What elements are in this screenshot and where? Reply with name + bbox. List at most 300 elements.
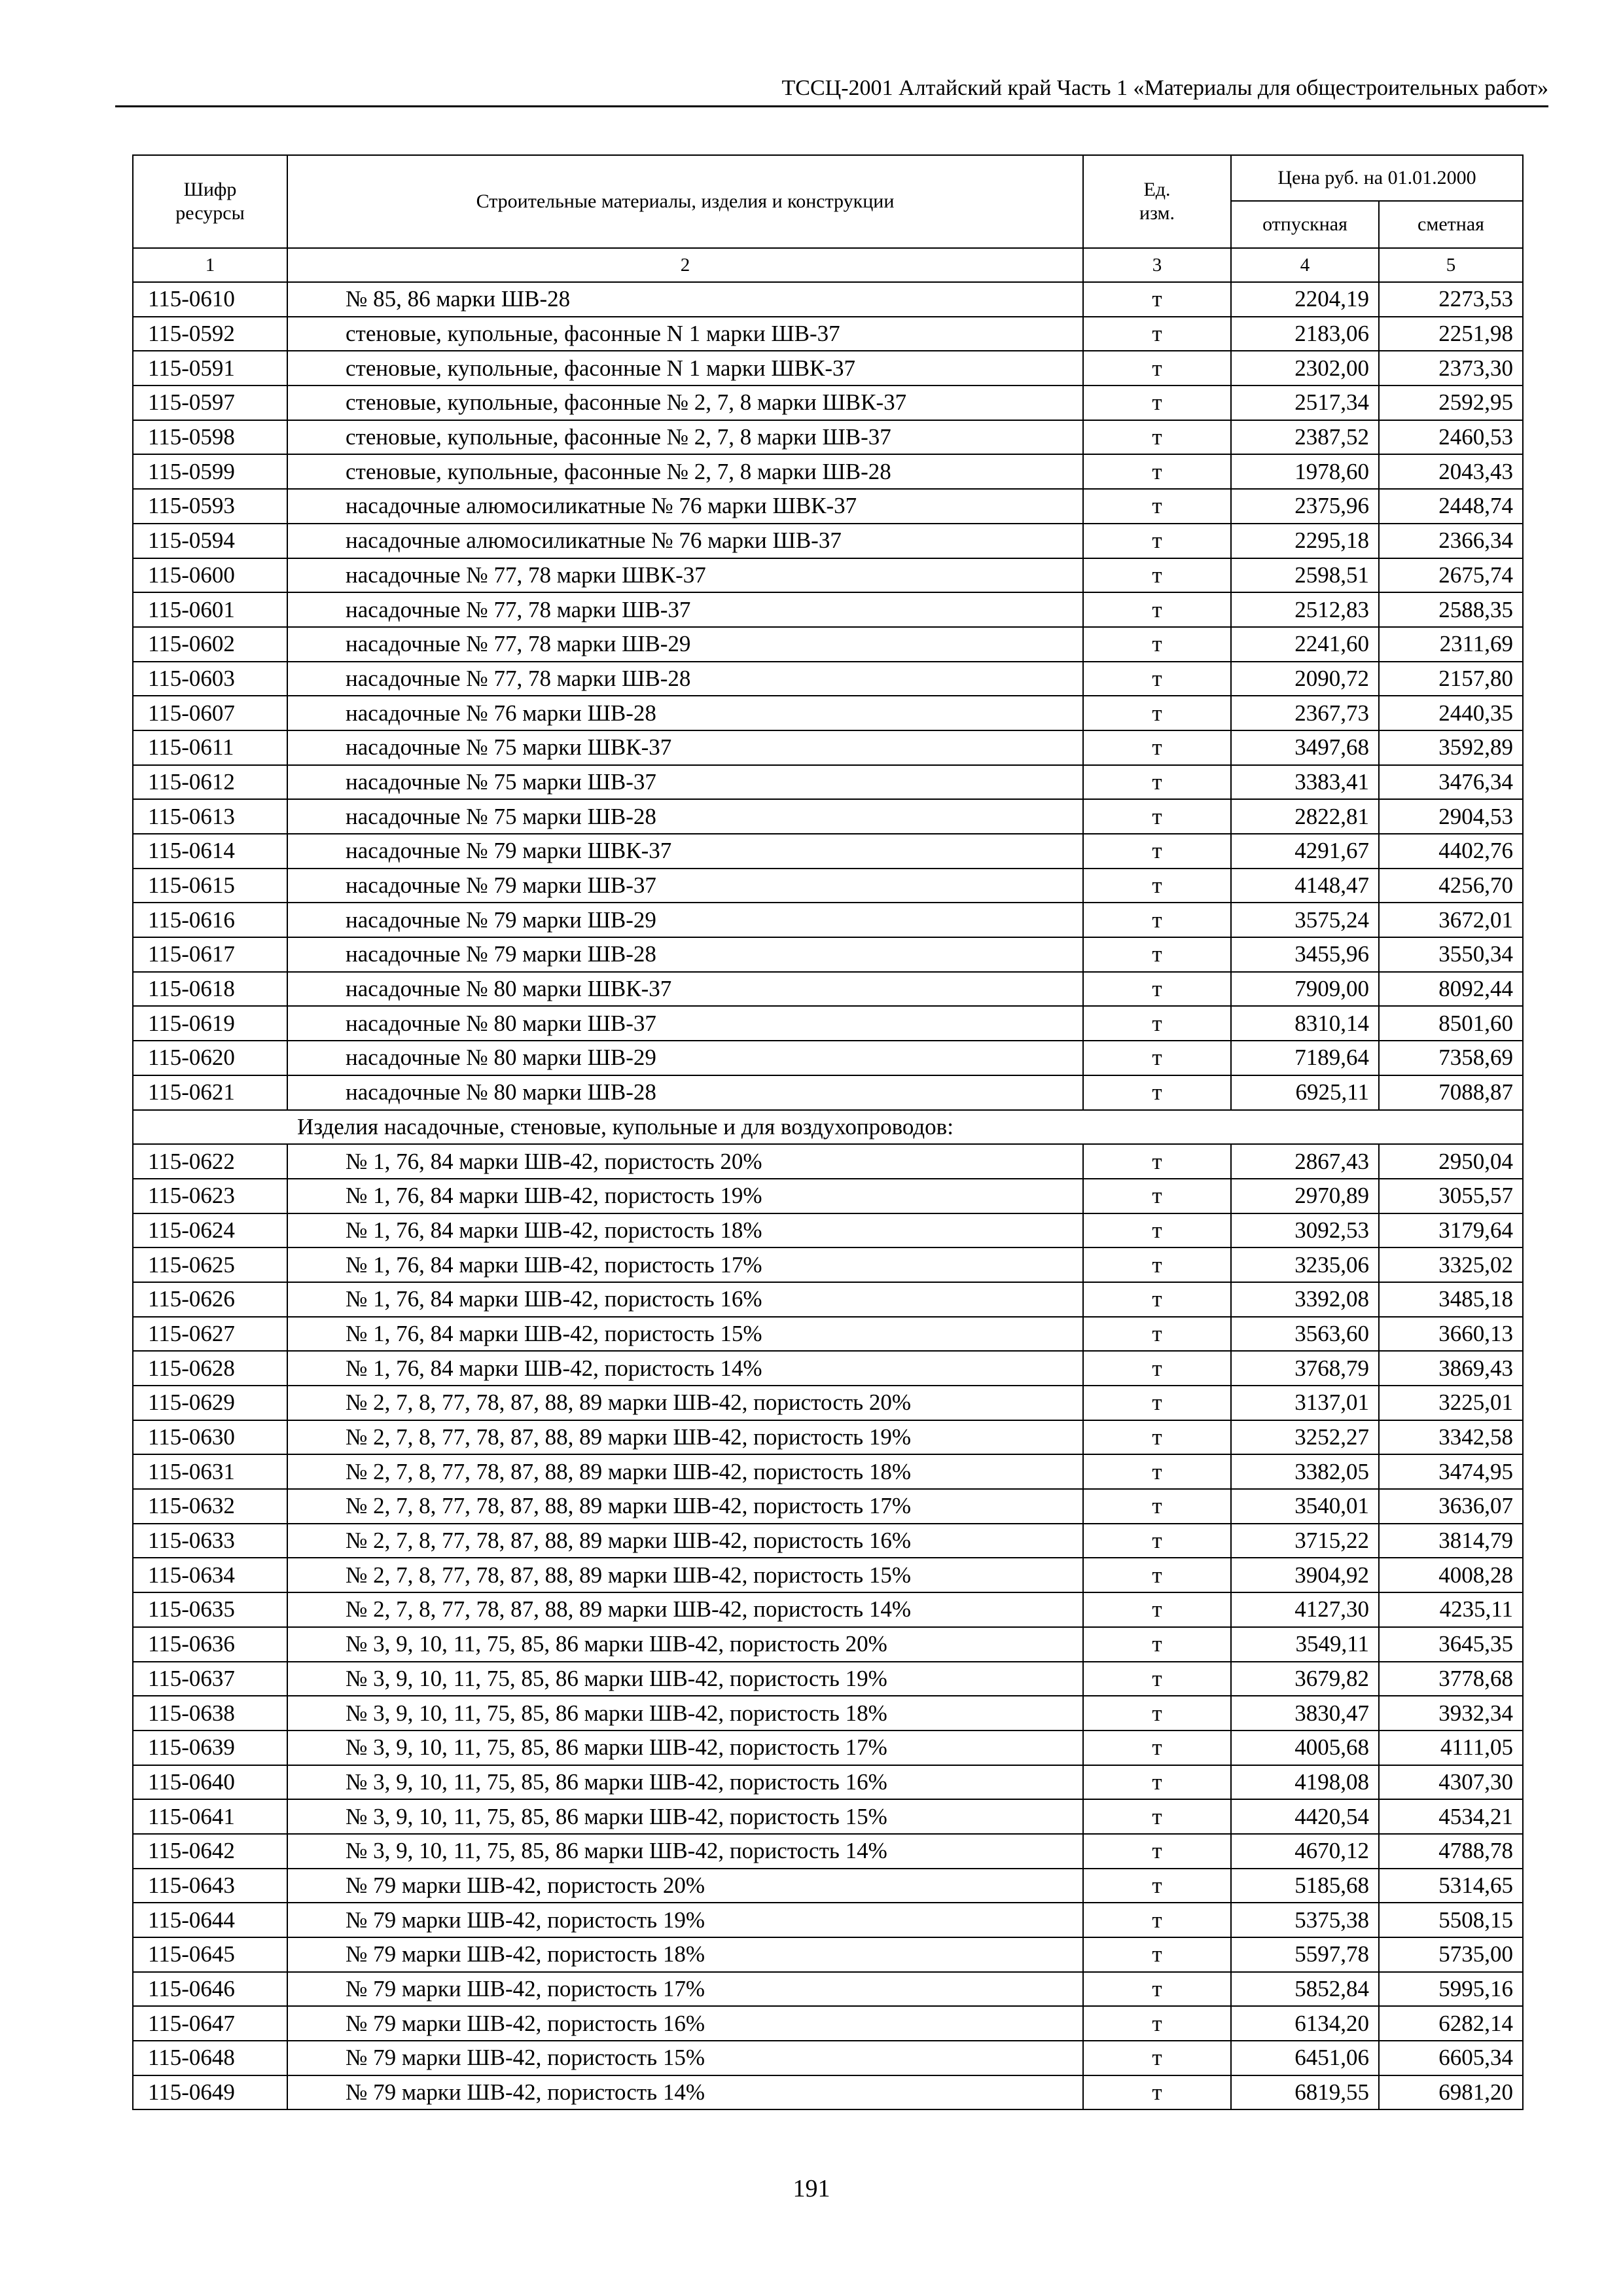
unit-of-measure: т: [1083, 1489, 1231, 1524]
material-name: насадочные № 79 марки ШВК-37: [287, 834, 1083, 869]
estimate-price: 2366,34: [1379, 524, 1523, 558]
table-row: [133, 592, 1523, 627]
release-price: 2387,52: [1231, 420, 1379, 455]
release-price: 5375,38: [1231, 1903, 1379, 1937]
resource-code: 115-0631: [133, 1454, 287, 1489]
release-price: 2302,00: [1231, 351, 1379, 386]
material-name: насадочные № 80 марки ШВ-37: [287, 1006, 1083, 1041]
resource-code: 115-0621: [133, 1075, 287, 1110]
unit-of-measure: т: [1083, 524, 1231, 558]
release-price: 2295,18: [1231, 524, 1379, 558]
material-name: № 3, 9, 10, 11, 75, 85, 86 марки ШВ-42, пористость 15%: [287, 1799, 1083, 1834]
page-number: 191: [793, 2175, 830, 2202]
resource-code: 115-0616: [133, 903, 287, 937]
estimate-price: 3592,89: [1379, 730, 1523, 765]
release-price: 3252,27: [1231, 1420, 1379, 1455]
header-release-price: отпускная: [1231, 201, 1379, 248]
table-row: [133, 282, 1523, 317]
price-table: [132, 154, 1524, 2110]
release-price: 6925,11: [1231, 1075, 1379, 1110]
release-price: 1978,60: [1231, 454, 1379, 489]
estimate-price: 3342,58: [1379, 1420, 1523, 1455]
table-row: [133, 972, 1523, 1007]
table-row: [133, 351, 1523, 386]
unit-of-measure: т: [1083, 730, 1231, 765]
release-price: 3092,53: [1231, 1213, 1379, 1248]
estimate-price: 4402,76: [1379, 834, 1523, 869]
table-row: [133, 1213, 1523, 1248]
estimate-price: 7358,69: [1379, 1041, 1523, 1075]
unit-of-measure: т: [1083, 1834, 1231, 1869]
material-name: стеновые, купольные, фасонные N 1 марки ШВ-37: [287, 317, 1083, 351]
release-price: 4005,68: [1231, 1731, 1379, 1765]
unit-of-measure: т: [1083, 282, 1231, 317]
unit-of-measure: т: [1083, 1696, 1231, 1731]
resource-code: 115-0598: [133, 420, 287, 455]
material-name: № 1, 76, 84 марки ШВ-42, пористость 17%: [287, 1247, 1083, 1282]
estimate-price: 3672,01: [1379, 903, 1523, 937]
release-price: 4148,47: [1231, 869, 1379, 903]
resource-code: 115-0600: [133, 558, 287, 593]
table-row: [133, 524, 1523, 558]
material-name: насадочные № 80 марки ШВК-37: [287, 972, 1083, 1007]
unit-of-measure: т: [1083, 1006, 1231, 1041]
estimate-price: 6981,20: [1379, 2075, 1523, 2110]
resource-code: 115-0647: [133, 2006, 287, 2041]
estimate-price: 5314,65: [1379, 1869, 1523, 1903]
estimate-price: 2373,30: [1379, 351, 1523, 386]
resource-code: 115-0624: [133, 1213, 287, 1248]
material-name: № 1, 76, 84 марки ШВ-42, пористость 18%: [287, 1213, 1083, 1248]
table-row: [133, 420, 1523, 455]
material-name: насадочные № 75 марки ШВ-28: [287, 799, 1083, 834]
material-name: № 1, 76, 84 марки ШВ-42, пористость 14%: [287, 1351, 1083, 1386]
table-row: [133, 454, 1523, 489]
estimate-price: 2448,74: [1379, 489, 1523, 524]
unit-of-measure: т: [1083, 834, 1231, 869]
material-name: № 79 марки ШВ-42, пористость 16%: [287, 2006, 1083, 2041]
release-price: 3383,41: [1231, 765, 1379, 800]
release-price: 4670,12: [1231, 1834, 1379, 1869]
table-row: [133, 1627, 1523, 1662]
group-heading: Изделия насадочные, стеновые, купольные и для воздухопроводов:: [133, 1110, 1523, 1145]
release-price: 5597,78: [1231, 1937, 1379, 1972]
material-name: насадочные № 77, 78 марки ШВ-37: [287, 592, 1083, 627]
resource-code: 115-0625: [133, 1247, 287, 1282]
resource-code: 115-0599: [133, 454, 287, 489]
estimate-price: 4534,21: [1379, 1799, 1523, 1834]
material-name: № 2, 7, 8, 77, 78, 87, 88, 89 марки ШВ-42, пористость 19%: [287, 1420, 1083, 1455]
resource-code: 115-0627: [133, 1317, 287, 1352]
header-estimate-price: сметная: [1379, 201, 1523, 248]
material-name: насадочные № 80 марки ШВ-28: [287, 1075, 1083, 1110]
unit-of-measure: т: [1083, 386, 1231, 420]
material-name: № 2, 7, 8, 77, 78, 87, 88, 89 марки ШВ-42, пористость 15%: [287, 1558, 1083, 1592]
unit-of-measure: т: [1083, 1765, 1231, 1800]
material-name: № 85, 86 марки ШВ-28: [287, 282, 1083, 317]
estimate-price: 4256,70: [1379, 869, 1523, 903]
table-row: [133, 386, 1523, 420]
unit-of-measure: т: [1083, 1420, 1231, 1455]
material-name: № 1, 76, 84 марки ШВ-42, пористость 16%: [287, 1282, 1083, 1317]
material-name: № 79 марки ШВ-42, пористость 17%: [287, 1972, 1083, 2007]
release-price: 8310,14: [1231, 1006, 1379, 1041]
table-row: [133, 1144, 1523, 1179]
header-code: Шифр ресурсы: [133, 155, 287, 248]
estimate-price: 3474,95: [1379, 1454, 1523, 1489]
table-row: [133, 1489, 1523, 1524]
release-price: 2598,51: [1231, 558, 1379, 593]
release-price: 2183,06: [1231, 317, 1379, 351]
material-name: № 3, 9, 10, 11, 75, 85, 86 марки ШВ-42, пористость 17%: [287, 1731, 1083, 1765]
resource-code: 115-0622: [133, 1144, 287, 1179]
release-price: 3715,22: [1231, 1524, 1379, 1558]
table-row: [133, 730, 1523, 765]
material-name: № 79 марки ШВ-42, пористость 14%: [287, 2075, 1083, 2110]
resource-code: 115-0629: [133, 1386, 287, 1420]
table-row: [133, 558, 1523, 593]
release-price: 4420,54: [1231, 1799, 1379, 1834]
material-name: № 3, 9, 10, 11, 75, 85, 86 марки ШВ-42, пористость 18%: [287, 1696, 1083, 1731]
material-name: № 1, 76, 84 марки ШВ-42, пористость 19%: [287, 1179, 1083, 1213]
column-number: 2: [287, 248, 1083, 282]
unit-of-measure: т: [1083, 1282, 1231, 1317]
release-price: 4127,30: [1231, 1592, 1379, 1627]
unit-of-measure: т: [1083, 1041, 1231, 1075]
unit-of-measure: т: [1083, 1386, 1231, 1420]
unit-of-measure: т: [1083, 454, 1231, 489]
table-row: [133, 1524, 1523, 1558]
material-name: насадочные № 77, 78 марки ШВК-37: [287, 558, 1083, 593]
resource-code: 115-0613: [133, 799, 287, 834]
resource-code: 115-0640: [133, 1765, 287, 1800]
resource-code: 115-0611: [133, 730, 287, 765]
unit-of-measure: т: [1083, 2006, 1231, 2041]
header-name: Строительные материалы, изделия и конструкции: [287, 155, 1083, 248]
table-row: [133, 1006, 1523, 1041]
unit-of-measure: т: [1083, 696, 1231, 730]
unit-of-measure: т: [1083, 1731, 1231, 1765]
table-row: [133, 2075, 1523, 2110]
table-row: [133, 1041, 1523, 1075]
release-price: 5852,84: [1231, 1972, 1379, 2007]
estimate-price: 5735,00: [1379, 1937, 1523, 1972]
release-price: 2512,83: [1231, 592, 1379, 627]
estimate-price: 3645,35: [1379, 1627, 1523, 1662]
estimate-price: 4008,28: [1379, 1558, 1523, 1592]
unit-of-measure: т: [1083, 1247, 1231, 1282]
release-price: 3137,01: [1231, 1386, 1379, 1420]
resource-code: 115-0630: [133, 1420, 287, 1455]
column-number: 4: [1231, 248, 1379, 282]
material-name: № 1, 76, 84 марки ШВ-42, пористость 20%: [287, 1144, 1083, 1179]
resource-code: 115-0602: [133, 627, 287, 662]
material-name: № 2, 7, 8, 77, 78, 87, 88, 89 марки ШВ-42, пористость 16%: [287, 1524, 1083, 1558]
unit-of-measure: т: [1083, 799, 1231, 834]
unit-of-measure: т: [1083, 592, 1231, 627]
material-name: № 2, 7, 8, 77, 78, 87, 88, 89 марки ШВ-42, пористость 17%: [287, 1489, 1083, 1524]
table-row: [133, 903, 1523, 937]
header-unit: Ед. изм.: [1083, 155, 1231, 248]
release-price: 3830,47: [1231, 1696, 1379, 1731]
material-name: № 3, 9, 10, 11, 75, 85, 86 марки ШВ-42, пористость 19%: [287, 1662, 1083, 1696]
estimate-price: 3485,18: [1379, 1282, 1523, 1317]
release-price: 3679,82: [1231, 1662, 1379, 1696]
table-row: [133, 1937, 1523, 1972]
material-name: насадочные № 79 марки ШВ-37: [287, 869, 1083, 903]
material-name: № 79 марки ШВ-42, пористость 20%: [287, 1869, 1083, 1903]
resource-code: 115-0601: [133, 592, 287, 627]
resource-code: 115-0614: [133, 834, 287, 869]
material-name: насадочные № 77, 78 марки ШВ-29: [287, 627, 1083, 662]
table-row: [133, 696, 1523, 730]
unit-of-measure: т: [1083, 1972, 1231, 2007]
table-row: [133, 1903, 1523, 1937]
table-row: [133, 1454, 1523, 1489]
resource-code: 115-0638: [133, 1696, 287, 1731]
resource-code: 115-0591: [133, 351, 287, 386]
release-price: 2090,72: [1231, 662, 1379, 696]
release-price: 3382,05: [1231, 1454, 1379, 1489]
material-name: насадочные № 75 марки ШВ-37: [287, 765, 1083, 800]
resource-code: 115-0607: [133, 696, 287, 730]
resource-code: 115-0615: [133, 869, 287, 903]
group-heading-row: [133, 1110, 1523, 1145]
table-row: [133, 1351, 1523, 1386]
estimate-price: 3814,79: [1379, 1524, 1523, 1558]
material-name: № 79 марки ШВ-42, пористость 19%: [287, 1903, 1083, 1937]
material-name: № 3, 9, 10, 11, 75, 85, 86 марки ШВ-42, пористость 14%: [287, 1834, 1083, 1869]
running-title: ТССЦ-2001 Алтайский край Часть 1 «Материалы для общестроительных работ»: [781, 76, 1548, 100]
estimate-price: 2251,98: [1379, 317, 1523, 351]
release-price: 6134,20: [1231, 2006, 1379, 2041]
unit-of-measure: т: [1083, 662, 1231, 696]
resource-code: 115-0634: [133, 1558, 287, 1592]
material-name: насадочные алюмосиликатные № 76 марки ШВК-37: [287, 489, 1083, 524]
unit-of-measure: т: [1083, 351, 1231, 386]
resource-code: 115-0639: [133, 1731, 287, 1765]
unit-of-measure: т: [1083, 1558, 1231, 1592]
table-row: [133, 317, 1523, 351]
release-price: 6819,55: [1231, 2075, 1379, 2110]
unit-of-measure: т: [1083, 1903, 1231, 1937]
table-row: [133, 834, 1523, 869]
estimate-price: 2273,53: [1379, 282, 1523, 317]
estimate-price: 3325,02: [1379, 1247, 1523, 1282]
resource-code: 115-0593: [133, 489, 287, 524]
resource-code: 115-0642: [133, 1834, 287, 1869]
release-price: 2241,60: [1231, 627, 1379, 662]
release-price: 4291,67: [1231, 834, 1379, 869]
resource-code: 115-0646: [133, 1972, 287, 2007]
material-name: № 2, 7, 8, 77, 78, 87, 88, 89 марки ШВ-42, пористость 20%: [287, 1386, 1083, 1420]
material-name: стеновые, купольные, фасонные № 2, 7, 8 марки ШВК-37: [287, 386, 1083, 420]
table-row: [133, 627, 1523, 662]
resource-code: 115-0597: [133, 386, 287, 420]
table-row: [133, 937, 1523, 972]
unit-of-measure: т: [1083, 1592, 1231, 1627]
material-name: № 2, 7, 8, 77, 78, 87, 88, 89 марки ШВ-42, пористость 18%: [287, 1454, 1083, 1489]
release-price: 5185,68: [1231, 1869, 1379, 1903]
estimate-price: 2157,80: [1379, 662, 1523, 696]
table-row: [133, 2006, 1523, 2041]
release-price: 3497,68: [1231, 730, 1379, 765]
table-row: [133, 1972, 1523, 2007]
table-row: [133, 662, 1523, 696]
estimate-price: 2440,35: [1379, 696, 1523, 730]
unit-of-measure: т: [1083, 1454, 1231, 1489]
estimate-price: 3476,34: [1379, 765, 1523, 800]
table-row: [133, 765, 1523, 800]
unit-of-measure: т: [1083, 1524, 1231, 1558]
running-header: [115, 73, 1548, 107]
unit-of-measure: т: [1083, 1799, 1231, 1834]
estimate-price: 2592,95: [1379, 386, 1523, 420]
release-price: 4198,08: [1231, 1765, 1379, 1800]
material-name: № 2, 7, 8, 77, 78, 87, 88, 89 марки ШВ-42, пористость 14%: [287, 1592, 1083, 1627]
material-name: насадочные алюмосиликатные № 76 марки ШВ-37: [287, 524, 1083, 558]
estimate-price: 3225,01: [1379, 1386, 1523, 1420]
resource-code: 115-0623: [133, 1179, 287, 1213]
unit-of-measure: т: [1083, 903, 1231, 937]
resource-code: 115-0632: [133, 1489, 287, 1524]
resource-code: 115-0592: [133, 317, 287, 351]
material-name: насадочные № 79 марки ШВ-29: [287, 903, 1083, 937]
release-price: 3455,96: [1231, 937, 1379, 972]
resource-code: 115-0620: [133, 1041, 287, 1075]
unit-of-measure: т: [1083, 1213, 1231, 1248]
estimate-price: 2460,53: [1379, 420, 1523, 455]
release-price: 2375,96: [1231, 489, 1379, 524]
unit-of-measure: т: [1083, 317, 1231, 351]
unit-of-measure: т: [1083, 627, 1231, 662]
release-price: 2367,73: [1231, 696, 1379, 730]
resource-code: 115-0649: [133, 2075, 287, 2110]
estimate-price: 3055,57: [1379, 1179, 1523, 1213]
table-row: [133, 1317, 1523, 1352]
resource-code: 115-0633: [133, 1524, 287, 1558]
release-price: 2970,89: [1231, 1179, 1379, 1213]
table-row: [133, 1696, 1523, 1731]
release-price: 2867,43: [1231, 1144, 1379, 1179]
estimate-price: 3660,13: [1379, 1317, 1523, 1352]
unit-of-measure: т: [1083, 1627, 1231, 1662]
resource-code: 115-0617: [133, 937, 287, 972]
resource-code: 115-0643: [133, 1869, 287, 1903]
table-row: [133, 1869, 1523, 1903]
estimate-price: 2588,35: [1379, 592, 1523, 627]
estimate-price: 7088,87: [1379, 1075, 1523, 1110]
estimate-price: 6282,14: [1379, 2006, 1523, 2041]
unit-of-measure: т: [1083, 869, 1231, 903]
table-row: [133, 1731, 1523, 1765]
resource-code: 115-0594: [133, 524, 287, 558]
estimate-price: 4235,11: [1379, 1592, 1523, 1627]
unit-of-measure: т: [1083, 937, 1231, 972]
table-row: [133, 869, 1523, 903]
material-name: № 3, 9, 10, 11, 75, 85, 86 марки ШВ-42, пористость 20%: [287, 1627, 1083, 1662]
table-row: [133, 1247, 1523, 1282]
estimate-price: 5508,15: [1379, 1903, 1523, 1937]
estimate-price: 2311,69: [1379, 627, 1523, 662]
release-price: 2822,81: [1231, 799, 1379, 834]
material-name: № 79 марки ШВ-42, пористость 15%: [287, 2041, 1083, 2075]
table-row: [133, 1592, 1523, 1627]
release-price: 2517,34: [1231, 386, 1379, 420]
material-name: № 1, 76, 84 марки ШВ-42, пористость 15%: [287, 1317, 1083, 1352]
resource-code: 115-0641: [133, 1799, 287, 1834]
estimate-price: 4307,30: [1379, 1765, 1523, 1800]
release-price: 7909,00: [1231, 972, 1379, 1007]
table-row: [133, 1765, 1523, 1800]
estimate-price: 8501,60: [1379, 1006, 1523, 1041]
material-name: стеновые, купольные, фасонные N 1 марки ШВК-37: [287, 351, 1083, 386]
release-price: 6451,06: [1231, 2041, 1379, 2075]
material-name: насадочные № 77, 78 марки ШВ-28: [287, 662, 1083, 696]
table-row: [133, 1799, 1523, 1834]
table-row: [133, 1386, 1523, 1420]
unit-of-measure: т: [1083, 2075, 1231, 2110]
table-row: [133, 1282, 1523, 1317]
table-header-row: [133, 155, 1523, 201]
resource-code: 115-0619: [133, 1006, 287, 1041]
release-price: 3549,11: [1231, 1627, 1379, 1662]
release-price: 3575,24: [1231, 903, 1379, 937]
unit-of-measure: т: [1083, 1179, 1231, 1213]
resource-code: 115-0637: [133, 1662, 287, 1696]
material-name: насадочные № 80 марки ШВ-29: [287, 1041, 1083, 1075]
unit-of-measure: т: [1083, 2041, 1231, 2075]
estimate-price: 3869,43: [1379, 1351, 1523, 1386]
material-name: насадочные № 75 марки ШВК-37: [287, 730, 1083, 765]
unit-of-measure: т: [1083, 1144, 1231, 1179]
resource-code: 115-0626: [133, 1282, 287, 1317]
material-name: стеновые, купольные, фасонные № 2, 7, 8 марки ШВ-28: [287, 454, 1083, 489]
table-row: [133, 489, 1523, 524]
table-row: [133, 1420, 1523, 1455]
unit-of-measure: т: [1083, 1351, 1231, 1386]
release-price: 3563,60: [1231, 1317, 1379, 1352]
estimate-price: 5995,16: [1379, 1972, 1523, 2007]
estimate-price: 2675,74: [1379, 558, 1523, 593]
resource-code: 115-0648: [133, 2041, 287, 2075]
estimate-price: 6605,34: [1379, 2041, 1523, 2075]
release-price: 3540,01: [1231, 1489, 1379, 1524]
release-price: 3235,06: [1231, 1247, 1379, 1282]
resource-code: 115-0645: [133, 1937, 287, 1972]
header-price: Цена руб. на 01.01.2000: [1231, 155, 1523, 201]
resource-code: 115-0603: [133, 662, 287, 696]
unit-of-measure: т: [1083, 1662, 1231, 1696]
column-number: 3: [1083, 248, 1231, 282]
estimate-price: 3932,34: [1379, 1696, 1523, 1731]
resource-code: 115-0644: [133, 1903, 287, 1937]
table-row: [133, 2041, 1523, 2075]
unit-of-measure: т: [1083, 1937, 1231, 1972]
table-row: [133, 1662, 1523, 1696]
release-price: 3768,79: [1231, 1351, 1379, 1386]
material-name: № 79 марки ШВ-42, пористость 18%: [287, 1937, 1083, 1972]
release-price: 3392,08: [1231, 1282, 1379, 1317]
estimate-price: 8092,44: [1379, 972, 1523, 1007]
table-row: [133, 1179, 1523, 1213]
column-number: 1: [133, 248, 287, 282]
column-number-row: [133, 248, 1523, 282]
resource-code: 115-0628: [133, 1351, 287, 1386]
unit-of-measure: т: [1083, 489, 1231, 524]
unit-of-measure: т: [1083, 1869, 1231, 1903]
unit-of-measure: т: [1083, 420, 1231, 455]
